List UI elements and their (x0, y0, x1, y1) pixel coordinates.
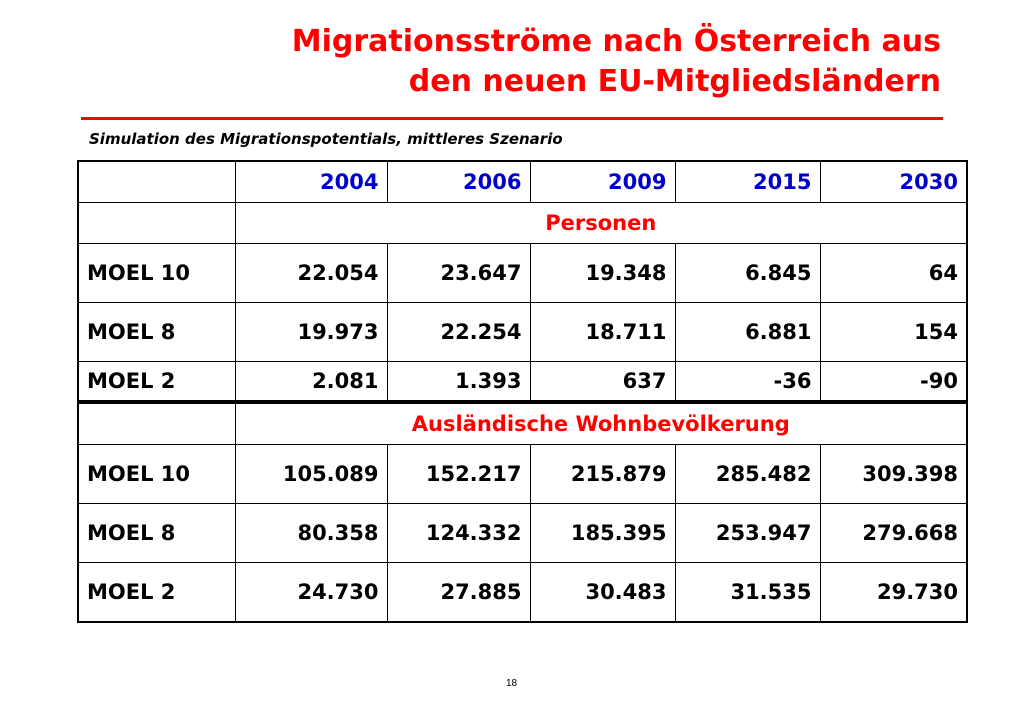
table-cell: 19.973 (235, 303, 387, 362)
table-cell: 105.089 (235, 445, 387, 504)
table-cell: 29.730 (820, 563, 967, 623)
row-label: MOEL 2 (78, 362, 235, 402)
table-cell: 24.730 (235, 563, 387, 623)
year-header: 2015 (675, 161, 820, 203)
subtitle: Simulation des Migrationspotentials, mittleres Szenario (89, 130, 563, 148)
table-cell: 64 (820, 244, 967, 303)
table-row (78, 303, 967, 362)
title-line-2: den neuen EU-Mitgliedsländern (408, 64, 941, 99)
table-row (78, 504, 967, 563)
year-header-row (78, 161, 967, 203)
table-cell: 285.482 (675, 445, 820, 504)
table-cell: 22.254 (387, 303, 530, 362)
row-label: MOEL 8 (78, 303, 235, 362)
table-cell: 18.711 (530, 303, 675, 362)
table-row (78, 445, 967, 504)
table-cell: 185.395 (530, 504, 675, 563)
table-cell: 309.398 (820, 445, 967, 504)
year-header: 2006 (387, 161, 530, 203)
table-cell: 1.393 (387, 362, 530, 402)
table-cell: 80.358 (235, 504, 387, 563)
table-cell: 22.054 (235, 244, 387, 303)
table-cell: 6.845 (675, 244, 820, 303)
table-cell: 27.885 (387, 563, 530, 623)
section-heading: Personen (235, 203, 967, 244)
table-row (78, 563, 967, 623)
section-heading-row (78, 403, 967, 445)
section-heading-row (78, 203, 967, 244)
row-label: MOEL 8 (78, 504, 235, 563)
table-cell: 253.947 (675, 504, 820, 563)
section-empty-cell (78, 203, 235, 244)
page-number: 18 (505, 678, 518, 689)
table-cell: 19.348 (530, 244, 675, 303)
section-heading: Ausländische Wohnbevölkerung (235, 403, 967, 445)
row-label: MOEL 10 (78, 244, 235, 303)
table-cell: -90 (820, 362, 967, 402)
table-cell: 154 (820, 303, 967, 362)
header-empty-cell (78, 161, 235, 203)
year-header: 2009 (530, 161, 675, 203)
page-title (41, 22, 941, 102)
migration-table-resident-population (77, 402, 968, 623)
year-header: 2004 (235, 161, 387, 203)
title-line-1: Migrationsströme nach Österreich aus (291, 24, 941, 59)
table-cell: 152.217 (387, 445, 530, 504)
table-cell: 30.483 (530, 563, 675, 623)
year-header: 2030 (820, 161, 967, 203)
table-row (78, 362, 967, 402)
migration-table-persons (77, 160, 968, 402)
title-divider (81, 117, 943, 120)
table-cell: -36 (675, 362, 820, 402)
table-cell: 215.879 (530, 445, 675, 504)
table-row (78, 244, 967, 303)
table-cell: 31.535 (675, 563, 820, 623)
table-cell: 23.647 (387, 244, 530, 303)
section-empty-cell (78, 403, 235, 445)
table-cell: 124.332 (387, 504, 530, 563)
row-label: MOEL 2 (78, 563, 235, 623)
table-cell: 2.081 (235, 362, 387, 402)
table-cell: 279.668 (820, 504, 967, 563)
table-cell: 637 (530, 362, 675, 402)
row-label: MOEL 10 (78, 445, 235, 504)
table-cell: 6.881 (675, 303, 820, 362)
